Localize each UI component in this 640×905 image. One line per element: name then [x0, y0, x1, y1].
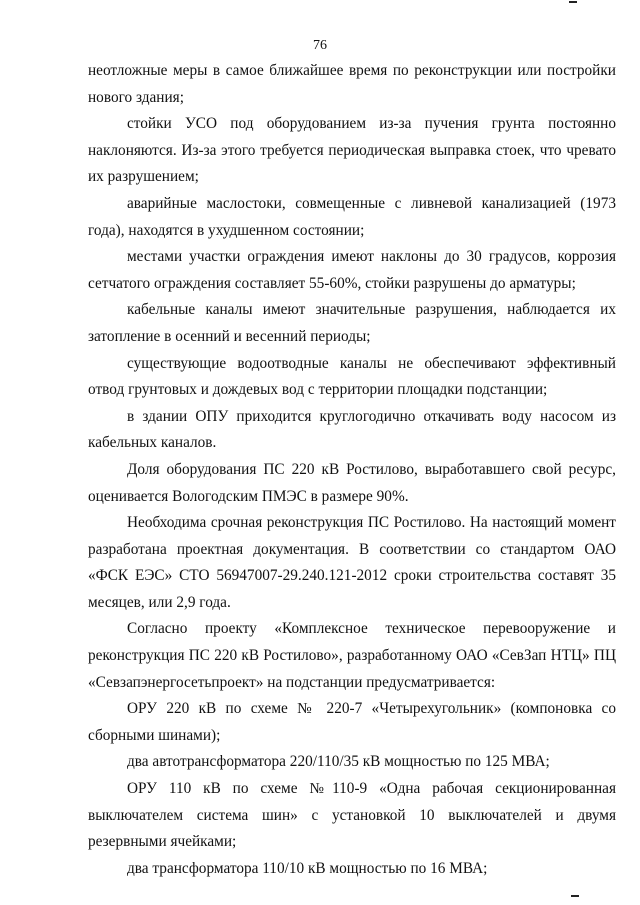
paragraph: ОРУ 220 кВ по схеме № 220-7 «Четырехугольник» (компоновка со сборными шинами);	[88, 700, 616, 744]
paragraph: ОРУ 110 кВ по схеме №110-9 «Одна рабочая секционированная выключателем система шин» с установкой 10 выключателей и двумя резервными ячейками;	[88, 780, 616, 851]
paragraph: местами участки ограждения имеют наклоны до 30 градусов, коррозия сетчатого ограждения составляет 55-60%, стойки разрушены до арматуры;	[88, 248, 616, 292]
paragraph: кабельные каналы имеют значительные разрушения, наблюдается их затопление в осенний и весенний периоды;	[88, 301, 616, 345]
scan-mark-bottom	[571, 895, 579, 897]
page-number: 76	[313, 38, 327, 53]
paragraph-continued: неотложные меры в самое ближайшее время по реконструкции или постройки нового здания;	[88, 62, 616, 106]
scan-mark-top	[569, 1, 577, 3]
body-text	[88, 58, 616, 882]
paragraph: два трансформатора 110/10 кВ мощностью по 16 МВА;	[127, 859, 488, 877]
paragraph: Доля оборудования ПС 220 кВ Ростилово, выработавшего свой ресурс, оценивается Вологодским ПМЭС в размере 90%.	[88, 460, 616, 505]
paragraph: Согласно проекту «Комплексное техническое перевооружение и реконструкция ПС 220 кВ Ростилово», разработанному ОАО «СевЗап НТЦ» ПЦ «Севзапэнергосетьпроект» на подстанции предусматривается:	[88, 620, 616, 691]
paragraph: в здании ОПУ приходится круглогодично откачивать воду насосом из кабельных каналов.	[88, 407, 616, 452]
paragraph: стойки УСО под оборудованием из-за пучения грунта постоянно наклоняются. Из-за этого требуется периодическая выправка стоек, что чревато их разрушением;	[88, 115, 616, 186]
paragraph: существующие водоотводные каналы не обеспечивают эффективный отвод грунтовых и дождевых вод с территории площадки подстанции;	[88, 354, 616, 399]
paragraph: аварийные маслостоки, совмещенные с ливневой канализацией (1973 года), находятся в ухудшенном состоянии;	[88, 194, 616, 239]
paragraph: Необходима срочная реконструкция ПС Ростилово. На настоящий момент разработана проектная документация. В соответствии со стандартом ОАО «ФСК ЕЭС» СТО 56947007-29.240.121-2012 сроки строительства составят 35 месяцев, или 2,9 года.	[88, 514, 616, 611]
paragraph: два автотрансформатора 220/110/35 кВ мощностью по 125 МВА;	[127, 753, 550, 771]
